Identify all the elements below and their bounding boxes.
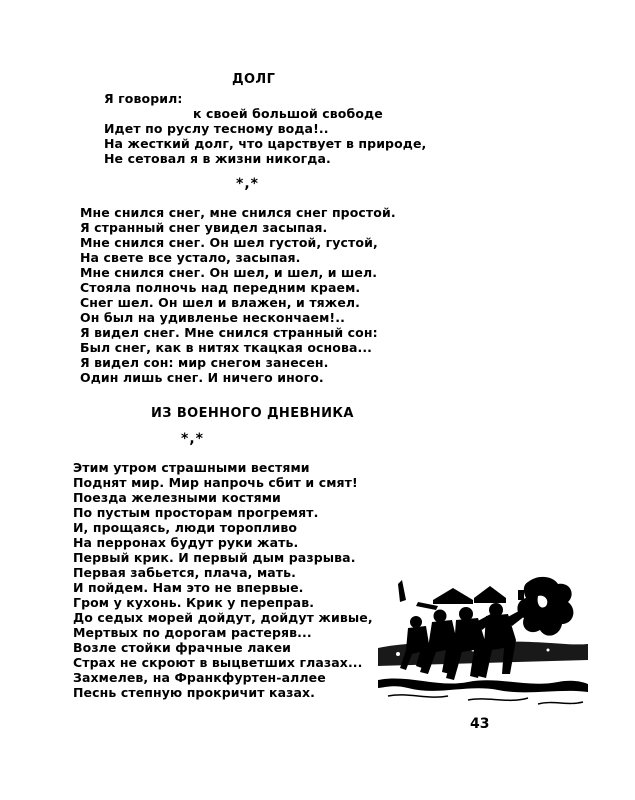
poem-line: Песнь степную прокричит казах.: [73, 685, 316, 700]
poem-line: к своей большой свободе: [193, 106, 383, 121]
poem-line: Мне снился снег. Он шел густой, густой,: [80, 235, 378, 250]
poem-line: Я говорил:: [104, 91, 183, 106]
poem-line: Поднят мир. Мир напрочь сбит и смят!: [73, 475, 358, 490]
poem-title: ДОЛГ: [232, 72, 276, 87]
poem-line: Возле стойки фрачные лакеи: [73, 640, 292, 655]
poem-line: По пустым просторам прогремят.: [73, 505, 319, 520]
poem-line: Страх не скроют в выцветших глазах...: [73, 655, 363, 670]
poem-line: Первая забьется, плача, мать.: [73, 565, 296, 580]
poem-line: Поезда железными костями: [73, 490, 281, 505]
poem-line: И, прощаясь, люди торопливо: [73, 520, 298, 535]
poem-line: Он был на удивленье нескончаем!..: [80, 310, 345, 325]
asterism: *,*: [236, 176, 259, 192]
poem-line: На свете все устало, засыпая.: [80, 250, 301, 265]
poem-line: Этим утром страшными вестями: [73, 460, 310, 475]
poem-line: Я видел сон: мир снегом занесен.: [80, 355, 329, 370]
poem-line: Стояла полночь над передним краем.: [80, 280, 361, 295]
poem-line: Я странный снег увидел засыпая.: [80, 220, 328, 235]
poem-line: Был снег, как в нитях ткацкая основа...: [80, 340, 373, 355]
poem-line: Один лишь снег. И ничего иного.: [80, 370, 324, 385]
poem-line: Захмелев, на Франкфуртен-аллее: [73, 670, 326, 685]
poem-line: Не сетовал я в жизни никогда.: [104, 151, 331, 166]
page-number: 43: [470, 716, 490, 732]
poem-line: Мне снился снег, мне снился снег простой.: [80, 205, 396, 220]
poem-line: Гром у кухонь. Крик у переправ.: [73, 595, 315, 610]
poem-line: Снег шел. Он шел и влажен, и тяжел.: [80, 295, 361, 310]
poem-line: Идет по руслу тесному вода!..: [104, 121, 329, 136]
poem-line: Я видел снег. Мне снился странный сон:: [80, 325, 378, 340]
poem-line: До седых морей дойдут, дойдут живые,: [73, 610, 373, 625]
poem-line: На перронах будут руки жать.: [73, 535, 299, 550]
asterism: *,*: [181, 431, 204, 447]
poem-line: Мертвых по дорогам растеряв...: [73, 625, 312, 640]
running-people-illustration: [378, 570, 588, 710]
poem-line: И пойдем. Нам это не впервые.: [73, 580, 304, 595]
section-title: ИЗ ВОЕННОГО ДНЕВНИКА: [151, 406, 354, 421]
poem-line: На жесткий долг, что царствует в природе,: [104, 136, 427, 151]
poem-line: Мне снился снег. Он шел, и шел, и шел.: [80, 265, 378, 280]
poem-line: Первый крик. И первый дым разрыва.: [73, 550, 356, 565]
